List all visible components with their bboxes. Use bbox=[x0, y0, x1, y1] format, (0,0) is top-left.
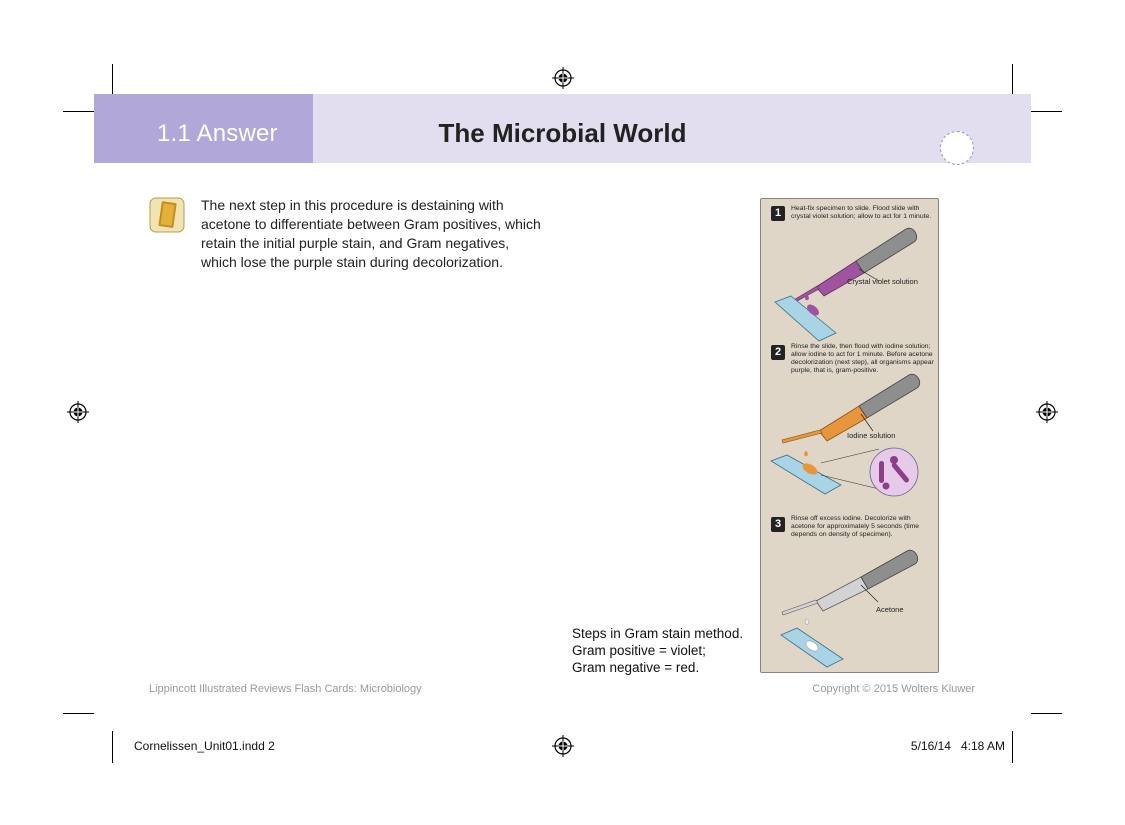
step-number: 3 bbox=[771, 517, 785, 532]
crop-mark bbox=[112, 731, 113, 763]
slide-step-1 bbox=[775, 295, 836, 341]
crop-mark bbox=[1031, 111, 1062, 112]
slide-step-3 bbox=[781, 619, 843, 667]
step-description: Heat-fix specimen to slide. Flood slide with crystal violet solution; allow to act for 1 minute. bbox=[791, 205, 932, 220]
header-tab-label: 1.1 Answer bbox=[157, 120, 278, 147]
crop-mark bbox=[112, 64, 113, 94]
slug-file-name: Cornelissen_Unit01.indd 2 bbox=[134, 739, 275, 753]
crop-mark bbox=[63, 111, 94, 112]
card-answer-text: The next step in this procedure is destaining with acetone to differentiate between Gram positives, which retain the initial purple stain, and Gram negatives, which lose the purple stain during decolorization. bbox=[201, 197, 541, 270]
dropper-crystal-violet bbox=[782, 228, 917, 309]
step-number: 2 bbox=[771, 345, 785, 360]
registration-mark-icon bbox=[552, 67, 574, 89]
flashcard-icon bbox=[149, 197, 185, 233]
caption-line: Gram negative = red. bbox=[572, 660, 700, 675]
registration-mark-icon bbox=[67, 401, 89, 423]
registration-mark-icon bbox=[552, 735, 574, 757]
reagent-label: Crystal violet solution bbox=[847, 277, 918, 286]
step-description: Rinse off excess iodine. Decolorize with acetone for approximately 5 seconds (time depends on density of specimen). bbox=[791, 515, 920, 538]
slide-step-2 bbox=[771, 448, 918, 496]
step-number: 1 bbox=[771, 206, 785, 221]
step-description: Rinse the slide, then flood with iodine solution; allow iodine to act for 1 minute. Before acetone decolorization (next step), all organisms appear purple, that is, gram-positive. bbox=[791, 343, 934, 374]
crop-mark bbox=[1012, 731, 1013, 763]
registration-mark-icon bbox=[1036, 401, 1058, 423]
caption-line: Steps in Gram stain method. bbox=[572, 626, 744, 641]
crop-mark bbox=[1012, 64, 1013, 94]
gram-stain-figure bbox=[760, 198, 939, 673]
footer-copyright: Copyright © 2015 Wolters Kluwer bbox=[812, 683, 975, 695]
footer-publication: Lippincott Illustrated Reviews Flash Cards: Microbiology bbox=[149, 683, 422, 695]
reagent-label: Iodine solution bbox=[847, 431, 896, 440]
slug-datetime: 5/16/14 4:18 AM bbox=[910, 739, 1005, 753]
card-hole-circle bbox=[940, 131, 974, 165]
page-title: The Microbial World bbox=[438, 118, 687, 148]
crop-mark bbox=[63, 713, 94, 714]
caption-line: Gram positive = violet; bbox=[572, 643, 706, 658]
reagent-label: Acetone bbox=[876, 605, 904, 614]
crop-mark bbox=[1031, 713, 1062, 714]
figure-caption bbox=[572, 625, 772, 676]
